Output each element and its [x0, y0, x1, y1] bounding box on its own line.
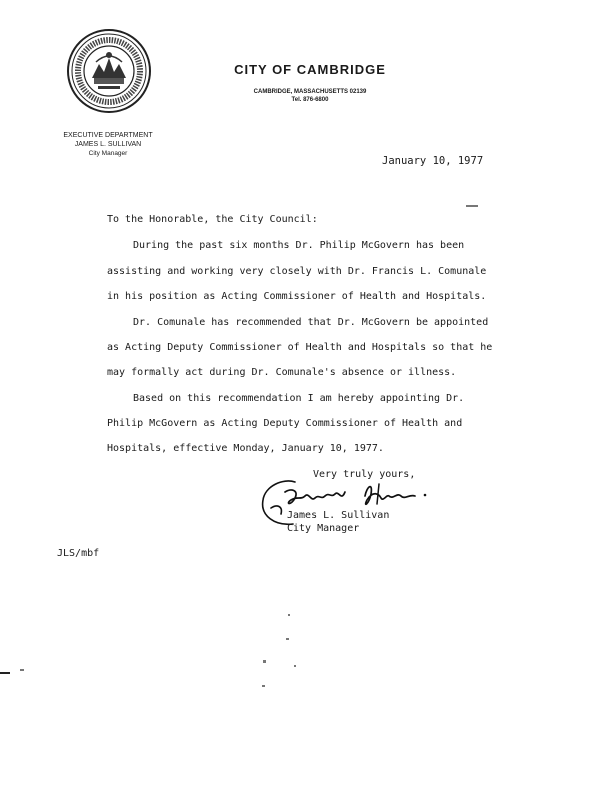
- scan-speck: [286, 638, 289, 640]
- paragraph-line: may formally act during Dr. Comunale's absence or illness.: [107, 367, 457, 378]
- signature-title: City Manager: [287, 523, 360, 534]
- scan-speck: [288, 614, 290, 616]
- letterhead-phone: Tel. 876-6800: [291, 97, 329, 103]
- sender-name: JAMES L. SULLIVAN: [74, 141, 142, 148]
- signature-name: James L. Sullivan: [287, 510, 390, 521]
- paragraph-line: assisting and working very closely with Dr. Francis L. Comunale: [107, 266, 487, 277]
- scan-speck: [263, 660, 266, 663]
- letterhead-city: CITY OF CAMBRIDGE: [234, 62, 386, 77]
- sender-block: [52, 131, 164, 158]
- paragraph-line: as Acting Deputy Commissioner of Health and Hospitals so that he: [107, 342, 493, 353]
- paragraph-line: Hospitals, effective Monday, January 10, 1977.: [107, 443, 384, 454]
- paragraph-line: Philip McGovern as Acting Deputy Commissioner of Health and: [107, 418, 463, 429]
- letterhead-address: CAMBRIDGE, MASSACHUSETTS 02139: [253, 89, 367, 95]
- closing: Very truly yours,: [313, 469, 416, 480]
- paragraph-line: During the past six months Dr. Philip McGovern has been: [133, 240, 465, 251]
- scan-speck: [294, 665, 296, 667]
- sender-title: City Manager: [88, 150, 128, 157]
- sender-department: EXECUTIVE DEPARTMENT: [63, 132, 153, 139]
- salutation: To the Honorable, the City Council:: [107, 214, 318, 225]
- scan-speck: [0, 672, 10, 674]
- city-seal-logo: [66, 28, 152, 114]
- scan-speck: [466, 205, 478, 207]
- handwritten-signature: [255, 474, 440, 536]
- paragraph-line: Based on this recommendation I am hereby appointing Dr.: [133, 393, 465, 404]
- typist-initials: JLS/mbf: [57, 548, 100, 559]
- letter-date: January 10, 1977: [382, 155, 484, 167]
- scan-speck: [20, 669, 24, 671]
- paragraph-line: Dr. Comunale has recommended that Dr. McGovern be appointed: [133, 317, 489, 328]
- paragraph-line: in his position as Acting Commissioner of Health and Hospitals.: [107, 291, 487, 302]
- scan-speck: [262, 685, 265, 687]
